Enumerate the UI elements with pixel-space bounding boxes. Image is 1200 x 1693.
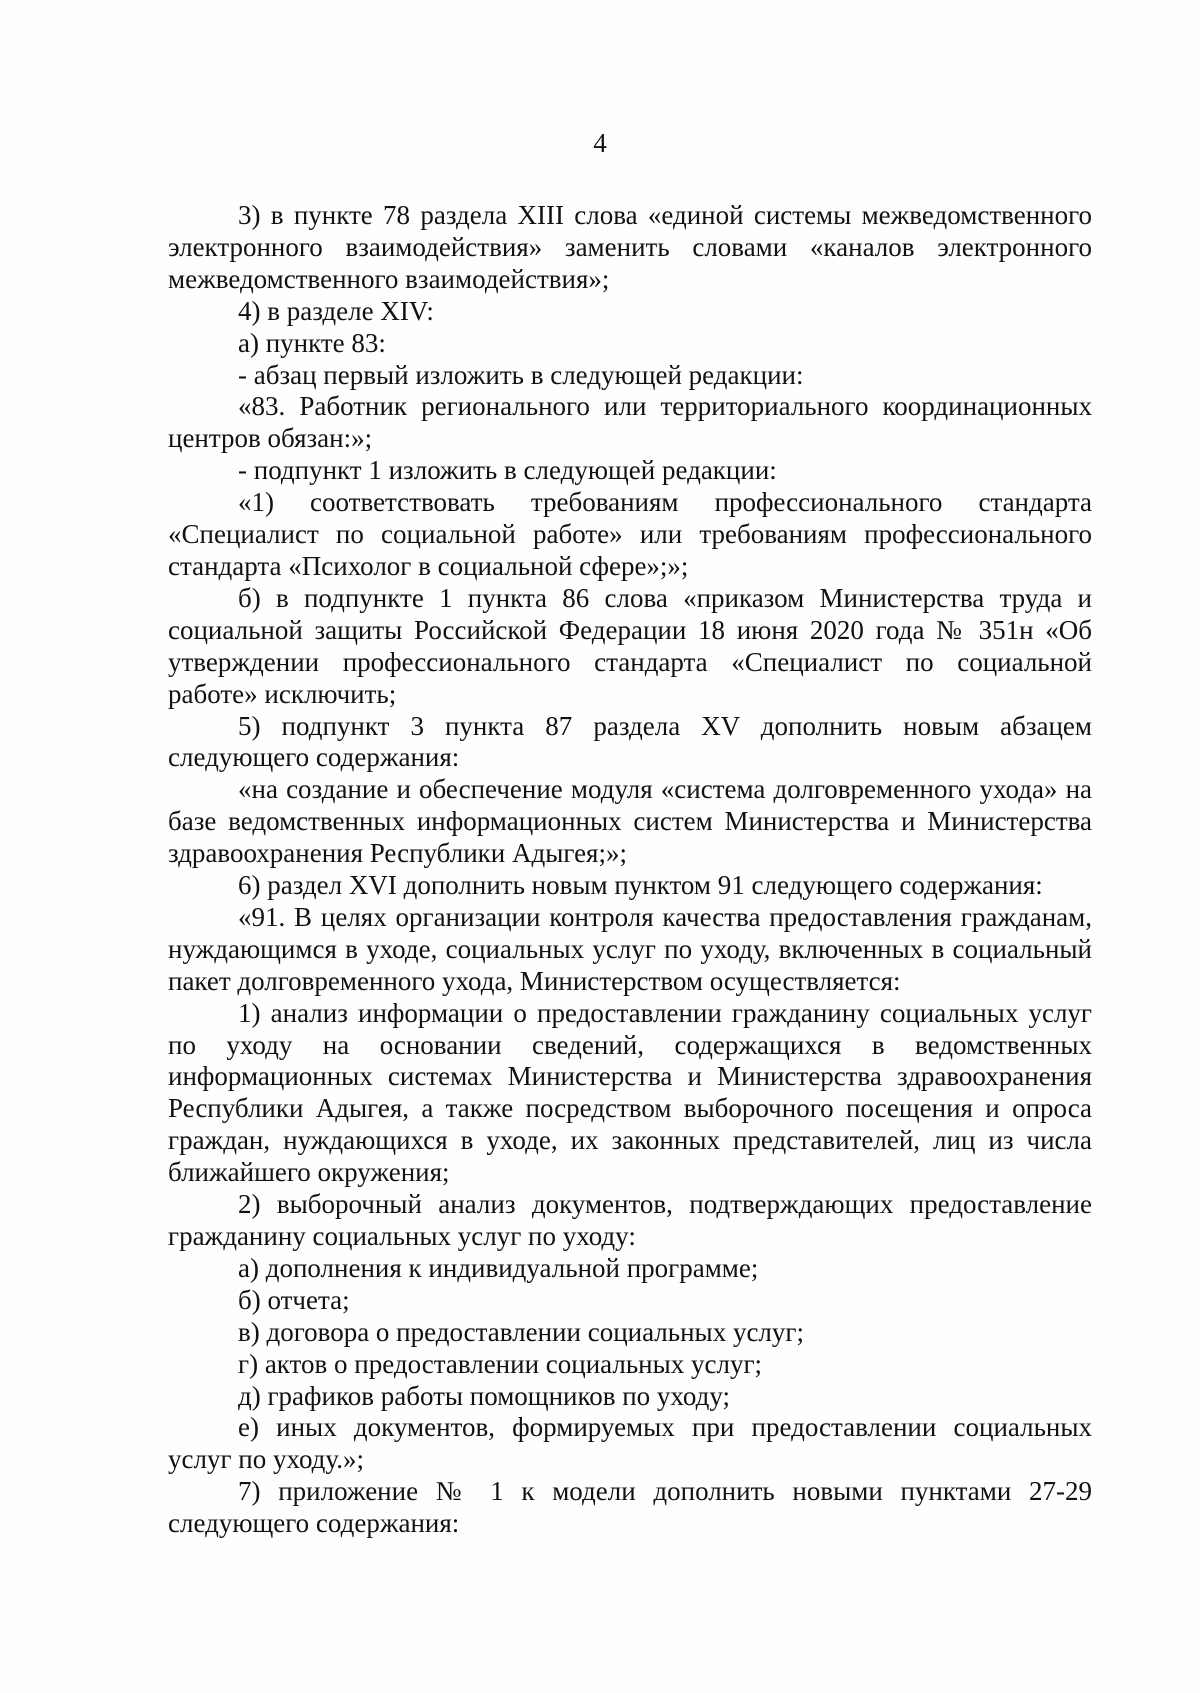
paragraph-quote-83: «83. Работник регионального или территориального координационных центров обязан:»;: [168, 391, 1092, 454]
paragraph-first-abzac: - абзац первый изложить в следующей редакции:: [238, 359, 804, 390]
paragraph-item-6: 6) раздел XVI дополнить новым пунктом 91 следующего содержания:: [238, 870, 1043, 901]
paragraph-doc-v: в) договора о предоставлении социальных услуг;: [238, 1316, 804, 1347]
paragraph-doc-a: а) дополнения к индивидуальной программе;: [238, 1252, 759, 1283]
paragraph-subpoint-1: - подпункт 1 изложить в следующей редакции:: [238, 455, 777, 486]
paragraph-doc-b: б) отчета;: [238, 1284, 350, 1315]
paragraph-item-4: 4) в разделе XIV:: [238, 295, 434, 326]
paragraph-quote-91: «91. В целях организации контроля качества предоставления гражданам, нуждающимся в уходе, социальных услуг по уходу, включенных в социальный пакет долговременного ухода, Министерством осуществляется:: [168, 901, 1092, 996]
paragraph-analysis-2: 2) выборочный анализ документов, подтверждающих предоставление гражданину социальных услуг по уходу:: [168, 1189, 1092, 1251]
paragraph-analysis-1: 1) анализ информации о предоставлении гражданину социальных услуг по уходу на основании сведений, содержащихся в ведомственных информационных системах Министерства и Министерства здравоохранения Республики Адыгея, а также посредством выборочного посещения и опроса граждан, нуждающихся в уходе, их законных представителей, лиц из числа ближайшего окружения;: [168, 997, 1092, 1188]
page-number: 4: [593, 128, 607, 158]
paragraph-quote-1: «1) соответствовать требованиям профессионального стандарта «Специалист по социальной работе» или требованиям профессионального стандарта «Психолог в социальной сфере»;»;: [168, 487, 1092, 581]
paragraph-subitem-b: б) в подпункте 1 пункта 86 слова «приказом Министерства труда и социальной защиты Российской Федерации 18 июня 2020 года № 351н «Об утверждении профессионального стандарта «Специалист по социальной работе» исключить;: [168, 582, 1092, 709]
document-body: [168, 200, 1092, 1540]
paragraph-subitem-a: а) пункте 83:: [238, 327, 386, 358]
paragraph-doc-e: е) иных документов, формируемых при предоставлении социальных услуг по уходу.»;: [168, 1412, 1092, 1475]
paragraph-item-3: 3) в пункте 78 раздела XIII слова «единой системы межведомственного электронного взаимодействия» заменить словами «каналов электронного межведомственного взаимодействия»;: [168, 200, 1092, 294]
paragraph-doc-d: д) графиков работы помощников по уходу;: [238, 1380, 731, 1411]
paragraph-doc-g: г) актов о предоставлении социальных услуг;: [238, 1348, 763, 1379]
paragraph-item-5: 5) подпункт 3 пункта 87 раздела XV дополнить новым абзацем следующего содержания:: [168, 710, 1092, 773]
paragraph-quote-module: «на создание и обеспечение модуля «система долговременного ухода» на базе ведомственных информационных систем Министерства и Министерства здравоохранения Республики Адыгея;»;: [168, 774, 1092, 869]
paragraph-item-7: 7) приложение № 1 к модели дополнить новыми пунктами 27-29 следующего содержания:: [168, 1476, 1092, 1539]
